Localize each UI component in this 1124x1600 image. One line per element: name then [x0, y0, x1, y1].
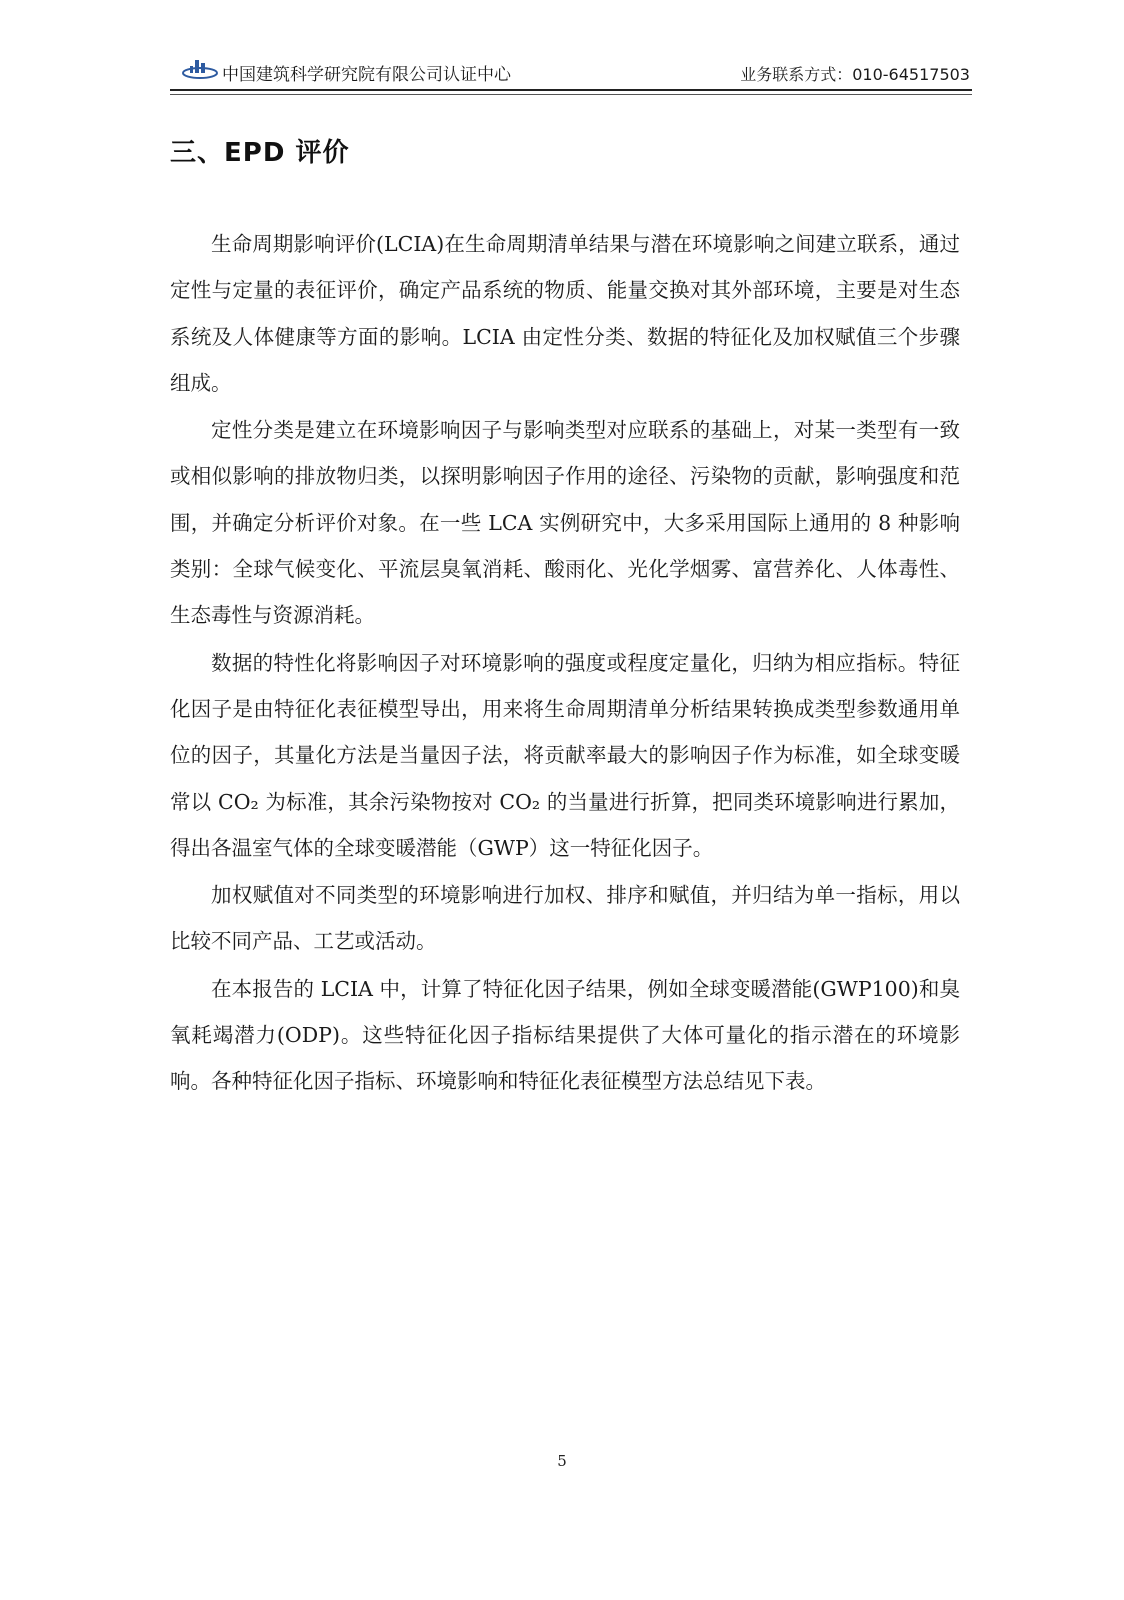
organization-name: 中国建筑科学研究院有限公司认证中心: [222, 65, 511, 85]
paragraph: 在本报告的 LCIA 中，计算了特征化因子结果，例如全球变暖潜能(GWP100)和臭氧耗竭潜力(ODP)。这些特征化因子指标结果提供了大体可量化的指示潜在的环境影响。各种特征化因子指标、环境影响和特征化表征模型方法总结见下表。: [170, 976, 960, 1094]
page-number: 5: [557, 1452, 567, 1470]
paragraph: 加权赋值对不同类型的环境影响进行加权、排序和赋值，并归结为单一指标，用以比较不同产品、工艺或活动。: [170, 883, 960, 954]
body-text: [170, 221, 960, 1106]
paragraph: 生命周期影响评价(LCIA)在生命周期清单结果与潜在环境影响之间建立联系，通过定性与定量的表征评价，确定产品系统的物质、能量交换对其外部环境，主要是对生态系统及人体健康等方面的影响。LCIA 由定性分类、数据的特征化及加权赋值三个步骤组成。: [170, 232, 960, 395]
contact-info: 业务联系方式：010-64517503: [740, 65, 970, 84]
header-rule-thin: [170, 94, 972, 95]
paragraph: 定性分类是建立在环境影响因子与影响类型对应联系的基础上，对某一类型有一致或相似影响的排放物归类，以探明影响因子作用的途径、污染物的贡献，影响强度和范围，并确定分析评价对象。在一些 LCA 实例研究中，大多采用国际上通用的 8 种影响类别：全球气候变化、平流层臭氧消耗、酸雨化、光化学烟雾、富营养化、人体毒性、生态毒性与资源消耗。: [170, 418, 960, 628]
paragraph: 数据的特性化将影响因子对环境影响的强度或程度定量化，归纳为相应指标。特征化因子是由特征化表征模型导出，用来将生命周期清单分析结果转换成类型参数通用单位的因子，其量化方法是当量因子法，将贡献率最大的影响因子作为标准，如全球变暖常以 CO₂ 为标准，其余污染物按对 CO₂ 的当量进行折算，把同类环境影响进行累加，得出各温室气体的全球变暖潜能（GWP）这一特征化因子。: [170, 650, 960, 860]
building-logo-icon: [182, 58, 218, 80]
page-header: [170, 56, 970, 90]
section-title: 三、EPD 评价: [170, 138, 350, 168]
header-rule-thick: [170, 89, 972, 91]
